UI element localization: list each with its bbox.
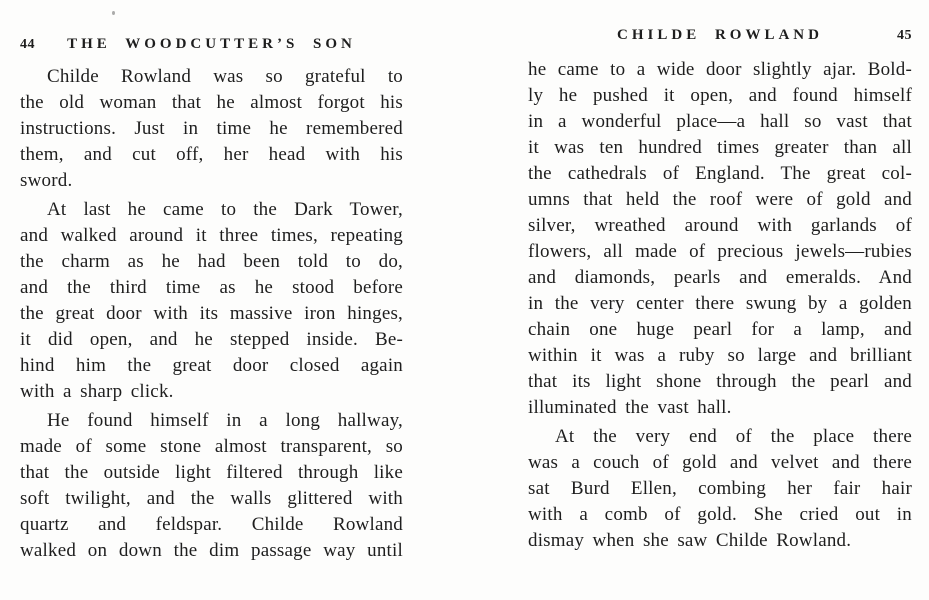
paragraph	[528, 57, 912, 421]
text-line: the great door with its massive iron hinges,	[20, 303, 403, 324]
text-line: that its light shone through the pearl and	[528, 371, 912, 392]
text-line: sword.	[20, 170, 73, 191]
text-line: was a couch of gold and velvet and there	[528, 452, 912, 473]
text-line: with a comb of gold. She cried out in	[528, 504, 912, 525]
text-line: silver, wreathed around with garlands of	[528, 215, 912, 236]
left-running-head	[20, 36, 403, 52]
left-page	[20, 0, 403, 600]
text-line: it was ten hundred times greater than all	[528, 137, 912, 158]
text-line: ly he pushed it open, and found himself	[528, 85, 912, 106]
text-line: it did open, and he stepped inside. Be-	[20, 329, 403, 350]
text-line: umns that held the roof were of gold and	[528, 189, 912, 210]
paragraph	[528, 424, 912, 554]
text-line: the cathedrals of England. The great col-	[528, 163, 912, 184]
text-line: instructions. Just in time he remembered	[20, 118, 403, 139]
right-running-title: CHILDE ROWLAND	[617, 27, 823, 43]
text-line: chain one huge pearl for a lamp, and	[528, 319, 912, 340]
left-page-number: 44	[20, 37, 35, 52]
text-line: and the third time as he stood before	[20, 277, 403, 298]
text-line: dismay when she saw Childe Rowland.	[528, 530, 852, 551]
text-line: within it was a ruby so large and brilliant	[528, 345, 912, 366]
text-line: made of some stone almost transparent, so	[20, 436, 403, 457]
right-page	[528, 0, 912, 600]
right-running-head	[528, 27, 912, 43]
right-page-number: 45	[897, 28, 912, 43]
text-line: At the very end of the place there	[555, 426, 912, 447]
text-line: and walked around it three times, repeating	[20, 225, 403, 246]
text-line: sat Burd Ellen, combing her fair hair	[528, 478, 912, 499]
text-line: he came to a wide door slightly ajar. Bold-	[528, 59, 912, 80]
paragraph	[20, 197, 403, 405]
text-line: soft twilight, and the walls glittered with	[20, 488, 403, 509]
left-page-text	[20, 64, 403, 564]
text-line: hind him the great door closed again	[20, 355, 403, 376]
text-line: the charm as he had been told to do,	[20, 251, 403, 272]
text-line: and diamonds, pearls and emeralds. And	[528, 267, 912, 288]
paragraph	[20, 64, 403, 194]
text-line: with a sharp click.	[20, 381, 174, 402]
text-line: in a wonderful place—a hall so vast that	[528, 111, 912, 132]
text-line: walked on down the dim passage way until	[20, 540, 403, 561]
text-line: Childe Rowland was so grateful to	[47, 66, 403, 87]
text-line: flowers, all made of precious jewels—rubies	[528, 241, 912, 262]
text-line: illuminated the vast hall.	[528, 397, 732, 418]
text-line: He found himself in a long hallway,	[47, 410, 403, 431]
text-line: in the very center there swung by a golden	[528, 293, 912, 314]
text-line: the old woman that he almost forgot his	[20, 92, 403, 113]
left-running-title: THE WOODCUTTER’S SON	[67, 36, 356, 52]
text-line: quartz and feldspar. Childe Rowland	[20, 514, 403, 535]
text-line: them, and cut off, her head with his	[20, 144, 403, 165]
paragraph	[20, 408, 403, 564]
right-page-text	[528, 57, 912, 554]
text-line: At last he came to the Dark Tower,	[47, 199, 403, 220]
text-line: that the outside light filtered through like	[20, 462, 403, 483]
